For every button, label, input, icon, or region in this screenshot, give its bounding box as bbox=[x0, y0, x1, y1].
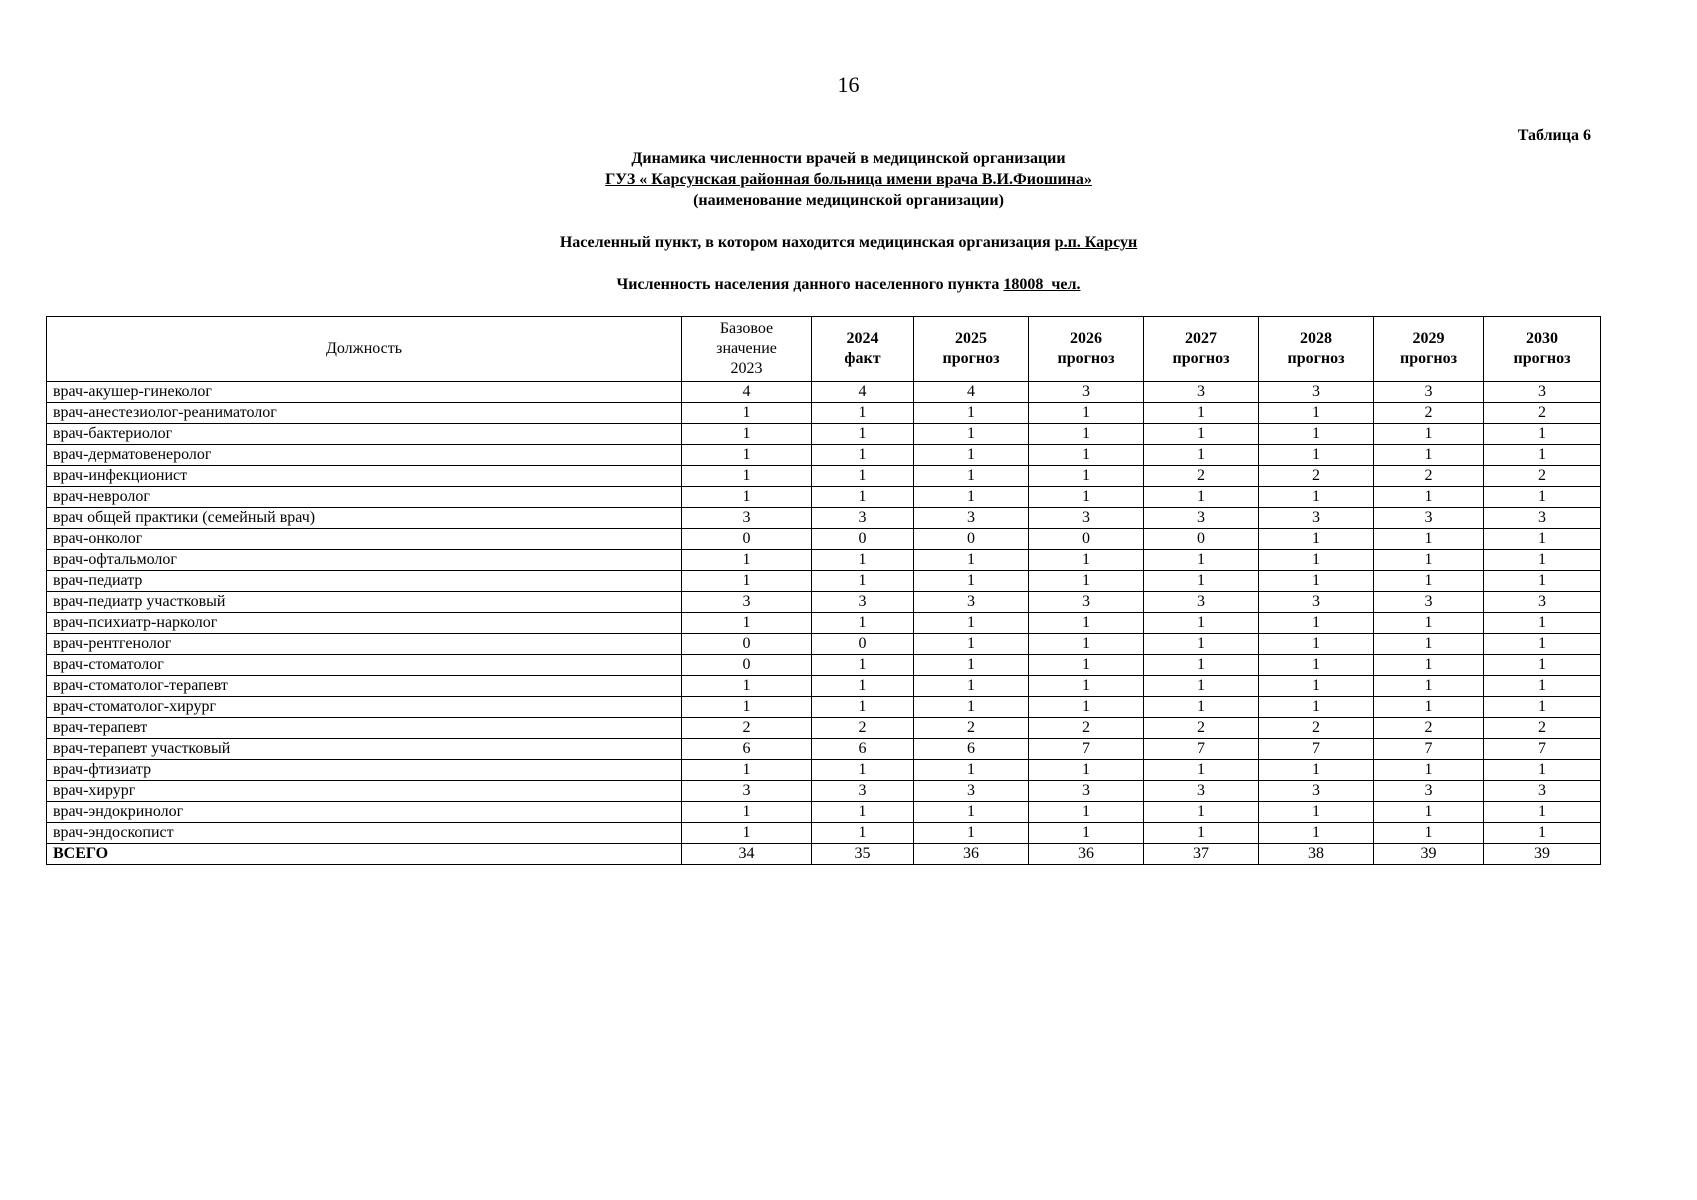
value-cell: 2 bbox=[1374, 403, 1484, 424]
population-line bbox=[0, 276, 1697, 294]
value-cell: 2 bbox=[1259, 466, 1374, 487]
header-year-2 bbox=[812, 317, 914, 382]
table-row bbox=[47, 382, 1601, 403]
value-cell: 1 bbox=[1029, 403, 1144, 424]
value-cell: 1 bbox=[1484, 613, 1601, 634]
value-cell: 1 bbox=[914, 760, 1029, 781]
header-text: Должность bbox=[325, 340, 403, 357]
value-cell: 1 bbox=[682, 802, 812, 823]
value-cell: 1 bbox=[812, 403, 914, 424]
value-cell: 1 bbox=[812, 697, 914, 718]
table-row bbox=[47, 424, 1601, 445]
value-cell: 1 bbox=[1259, 634, 1374, 655]
table-row bbox=[47, 781, 1601, 802]
value-cell: 4 bbox=[682, 382, 812, 403]
position-name: врач-фтизиатр bbox=[47, 760, 682, 781]
value-cell: 2 bbox=[1144, 466, 1259, 487]
value-cell: 1 bbox=[914, 550, 1029, 571]
value-cell: 38 bbox=[1259, 844, 1374, 865]
value-cell: 1 bbox=[1374, 529, 1484, 550]
value-cell: 1 bbox=[1374, 487, 1484, 508]
value-cell: 37 bbox=[1144, 844, 1259, 865]
value-cell: 4 bbox=[812, 382, 914, 403]
value-cell: 1 bbox=[682, 571, 812, 592]
value-cell: 3 bbox=[1259, 592, 1374, 613]
position-name: врач-бактериолог bbox=[47, 424, 682, 445]
header-text: 2029 bbox=[1412, 330, 1445, 347]
header-year-6 bbox=[1259, 317, 1374, 382]
value-cell: 2 bbox=[1144, 718, 1259, 739]
value-cell: 7 bbox=[1484, 739, 1601, 760]
table-row bbox=[47, 802, 1601, 823]
value-cell: 1 bbox=[1029, 802, 1144, 823]
position-name: врач-эндокринолог bbox=[47, 802, 682, 823]
header-text: 2026 bbox=[1070, 330, 1102, 347]
value-cell: 6 bbox=[914, 739, 1029, 760]
value-cell: 1 bbox=[682, 760, 812, 781]
header-text: значение bbox=[716, 340, 777, 357]
value-cell: 1 bbox=[812, 655, 914, 676]
value-cell: 1 bbox=[682, 697, 812, 718]
value-cell: 1 bbox=[812, 571, 914, 592]
table-row bbox=[47, 571, 1601, 592]
value-cell: 1 bbox=[914, 655, 1029, 676]
value-cell: 1 bbox=[1144, 655, 1259, 676]
value-cell: 3 bbox=[1484, 592, 1601, 613]
header-text: 2024 bbox=[846, 330, 879, 347]
table-row bbox=[47, 529, 1601, 550]
value-cell: 1 bbox=[812, 424, 914, 445]
value-cell: 1 bbox=[682, 823, 812, 844]
header-row bbox=[47, 317, 1601, 382]
table-label: Таблица 6 bbox=[1517, 127, 1591, 144]
value-cell: 2 bbox=[1484, 403, 1601, 424]
value-cell: 0 bbox=[812, 634, 914, 655]
header-year-8 bbox=[1484, 317, 1601, 382]
value-cell: 1 bbox=[1259, 529, 1374, 550]
value-cell: 39 bbox=[1374, 844, 1484, 865]
value-cell: 1 bbox=[1484, 802, 1601, 823]
value-cell: 1 bbox=[682, 403, 812, 424]
position-name: врач-хирург bbox=[47, 781, 682, 802]
value-cell: 1 bbox=[1374, 697, 1484, 718]
value-cell: 7 bbox=[1374, 739, 1484, 760]
value-cell: 1 bbox=[682, 424, 812, 445]
value-cell: 1 bbox=[812, 676, 914, 697]
value-cell: 1 bbox=[1484, 445, 1601, 466]
value-cell: 1 bbox=[1029, 655, 1144, 676]
value-cell: 3 bbox=[914, 781, 1029, 802]
value-cell: 1 bbox=[1144, 676, 1259, 697]
value-cell: 1 bbox=[1029, 424, 1144, 445]
value-cell: 1 bbox=[1029, 676, 1144, 697]
value-cell: 1 bbox=[1259, 571, 1374, 592]
value-cell: 3 bbox=[1259, 508, 1374, 529]
value-cell: 0 bbox=[812, 529, 914, 550]
value-cell: 1 bbox=[1144, 634, 1259, 655]
header-text: прогноз bbox=[1172, 350, 1230, 367]
table-row bbox=[47, 823, 1601, 844]
value-cell: 1 bbox=[1029, 613, 1144, 634]
value-cell: 3 bbox=[1144, 592, 1259, 613]
position-name: врач-стоматолог bbox=[47, 655, 682, 676]
value-cell: 3 bbox=[914, 592, 1029, 613]
value-cell: 1 bbox=[1374, 613, 1484, 634]
value-cell: 3 bbox=[812, 781, 914, 802]
position-name: врач-акушер-гинеколог bbox=[47, 382, 682, 403]
position-name: врач-психиатр-нарколог bbox=[47, 613, 682, 634]
value-cell: 1 bbox=[914, 445, 1029, 466]
value-cell: 1 bbox=[1029, 760, 1144, 781]
value-cell: 1 bbox=[1259, 550, 1374, 571]
header-position bbox=[47, 317, 682, 382]
organization-name-text: ГУЗ « Карсунская районная больница имени врача В.И.Фиошина» bbox=[605, 171, 1092, 188]
value-cell: 3 bbox=[1144, 382, 1259, 403]
value-cell: 1 bbox=[1484, 676, 1601, 697]
value-cell: 3 bbox=[1259, 781, 1374, 802]
value-cell: 1 bbox=[1374, 424, 1484, 445]
header-year-7 bbox=[1374, 317, 1484, 382]
value-cell: 1 bbox=[1144, 487, 1259, 508]
value-cell: 0 bbox=[682, 529, 812, 550]
total-label: ВСЕГО bbox=[47, 844, 682, 865]
position-name: врач-анестезиолог-реаниматолог bbox=[47, 403, 682, 424]
position-name: врач-терапевт bbox=[47, 718, 682, 739]
value-cell: 1 bbox=[1144, 697, 1259, 718]
table-body bbox=[47, 382, 1601, 865]
table-row bbox=[47, 487, 1601, 508]
value-cell: 7 bbox=[1259, 739, 1374, 760]
value-cell: 1 bbox=[682, 487, 812, 508]
value-cell: 4 bbox=[914, 382, 1029, 403]
value-cell: 1 bbox=[812, 487, 914, 508]
value-cell: 1 bbox=[1484, 550, 1601, 571]
position-name: врач общей практики (семейный врач) bbox=[47, 508, 682, 529]
value-cell: 1 bbox=[914, 802, 1029, 823]
value-cell: 1 bbox=[1259, 697, 1374, 718]
organization-note: (наименование медицинской организации) bbox=[693, 192, 1004, 209]
value-cell: 0 bbox=[914, 529, 1029, 550]
value-cell: 3 bbox=[1484, 508, 1601, 529]
organization-name bbox=[0, 171, 1697, 189]
value-cell: 1 bbox=[1259, 613, 1374, 634]
value-cell: 1 bbox=[1029, 466, 1144, 487]
value-cell: 6 bbox=[682, 739, 812, 760]
total-row bbox=[47, 844, 1601, 865]
position-name: врач-офтальмолог bbox=[47, 550, 682, 571]
value-cell: 3 bbox=[1374, 382, 1484, 403]
settlement-label: Населенный пункт, в котором находится медицинская организация bbox=[559, 234, 1051, 251]
value-cell: 3 bbox=[1484, 781, 1601, 802]
value-cell: 1 bbox=[1374, 823, 1484, 844]
table-row bbox=[47, 403, 1601, 424]
header-text: прогноз bbox=[1513, 350, 1571, 367]
table-row bbox=[47, 655, 1601, 676]
value-cell: 39 bbox=[1484, 844, 1601, 865]
value-cell: 1 bbox=[1144, 760, 1259, 781]
settlement-value: р.п. Карсун bbox=[1054, 234, 1138, 251]
header-text: прогноз bbox=[1287, 350, 1345, 367]
value-cell: 0 bbox=[1029, 529, 1144, 550]
header-text: Базовое bbox=[719, 320, 774, 337]
value-cell: 1 bbox=[812, 823, 914, 844]
position-name: врач-педиатр bbox=[47, 571, 682, 592]
value-cell: 1 bbox=[1374, 634, 1484, 655]
header-text: 2025 bbox=[955, 330, 987, 347]
header-text: 2027 bbox=[1185, 330, 1217, 347]
value-cell: 3 bbox=[812, 508, 914, 529]
position-name: врач-терапевт участковый bbox=[47, 739, 682, 760]
value-cell: 1 bbox=[914, 487, 1029, 508]
value-cell: 1 bbox=[1374, 571, 1484, 592]
value-cell: 1 bbox=[1259, 403, 1374, 424]
value-cell: 1 bbox=[812, 445, 914, 466]
value-cell: 1 bbox=[1484, 697, 1601, 718]
value-cell: 1 bbox=[1259, 487, 1374, 508]
value-cell: 1 bbox=[1144, 424, 1259, 445]
value-cell: 1 bbox=[812, 760, 914, 781]
value-cell: 36 bbox=[1029, 844, 1144, 865]
value-cell: 3 bbox=[1259, 382, 1374, 403]
settlement-line bbox=[0, 234, 1697, 252]
value-cell: 3 bbox=[812, 592, 914, 613]
value-cell: 2 bbox=[812, 718, 914, 739]
table-row bbox=[47, 760, 1601, 781]
header-text: прогноз bbox=[1399, 350, 1458, 367]
value-cell: 1 bbox=[1259, 760, 1374, 781]
value-cell: 1 bbox=[1484, 760, 1601, 781]
value-cell: 2 bbox=[1029, 718, 1144, 739]
value-cell: 3 bbox=[1374, 592, 1484, 613]
value-cell: 1 bbox=[1259, 823, 1374, 844]
header-text: 2028 bbox=[1300, 330, 1332, 347]
value-cell: 1 bbox=[1144, 802, 1259, 823]
value-cell: 1 bbox=[682, 613, 812, 634]
header-year-1 bbox=[682, 317, 812, 382]
value-cell: 1 bbox=[1374, 676, 1484, 697]
value-cell: 1 bbox=[1144, 403, 1259, 424]
table-row bbox=[47, 445, 1601, 466]
value-cell: 1 bbox=[914, 823, 1029, 844]
value-cell: 1 bbox=[1029, 487, 1144, 508]
value-cell: 2 bbox=[1374, 718, 1484, 739]
value-cell: 1 bbox=[1029, 823, 1144, 844]
value-cell: 1 bbox=[1374, 802, 1484, 823]
table-title: Динамика численности врачей в медицинской организации bbox=[631, 150, 1066, 167]
value-cell: 3 bbox=[682, 508, 812, 529]
value-cell: 2 bbox=[914, 718, 1029, 739]
value-cell: 0 bbox=[1144, 529, 1259, 550]
header-text: прогноз bbox=[942, 350, 1000, 367]
value-cell: 2 bbox=[1484, 466, 1601, 487]
header-text: прогноз bbox=[1057, 350, 1115, 367]
value-cell: 3 bbox=[1029, 592, 1144, 613]
table-row bbox=[47, 676, 1601, 697]
table-row bbox=[47, 592, 1601, 613]
value-cell: 3 bbox=[1374, 508, 1484, 529]
position-name: врач-эндоскопист bbox=[47, 823, 682, 844]
value-cell: 3 bbox=[1374, 781, 1484, 802]
value-cell: 1 bbox=[682, 550, 812, 571]
value-cell: 2 bbox=[682, 718, 812, 739]
value-cell: 1 bbox=[914, 403, 1029, 424]
table-row bbox=[47, 739, 1601, 760]
value-cell: 1 bbox=[1144, 445, 1259, 466]
value-cell: 1 bbox=[914, 676, 1029, 697]
value-cell: 1 bbox=[914, 634, 1029, 655]
value-cell: 1 bbox=[1484, 655, 1601, 676]
table-row bbox=[47, 697, 1601, 718]
value-cell: 1 bbox=[914, 424, 1029, 445]
value-cell: 3 bbox=[682, 592, 812, 613]
header-year-5 bbox=[1144, 317, 1259, 382]
position-name: врач-инфекционист bbox=[47, 466, 682, 487]
position-name: врач-стоматолог-терапевт bbox=[47, 676, 682, 697]
value-cell: 1 bbox=[1484, 424, 1601, 445]
value-cell: 1 bbox=[812, 802, 914, 823]
value-cell: 7 bbox=[1144, 739, 1259, 760]
value-cell: 1 bbox=[812, 613, 914, 634]
header-text: 2030 bbox=[1526, 330, 1558, 347]
value-cell: 1 bbox=[1484, 823, 1601, 844]
position-name: врач-невролог bbox=[47, 487, 682, 508]
value-cell: 0 bbox=[682, 655, 812, 676]
value-cell: 1 bbox=[1144, 823, 1259, 844]
value-cell: 3 bbox=[1029, 508, 1144, 529]
value-cell: 1 bbox=[1484, 529, 1601, 550]
value-cell: 1 bbox=[914, 571, 1029, 592]
value-cell: 1 bbox=[914, 697, 1029, 718]
header-text: факт bbox=[844, 350, 881, 367]
value-cell: 3 bbox=[682, 781, 812, 802]
value-cell: 1 bbox=[1259, 655, 1374, 676]
value-cell: 1 bbox=[682, 676, 812, 697]
value-cell: 6 bbox=[812, 739, 914, 760]
table-row bbox=[47, 508, 1601, 529]
table-row bbox=[47, 613, 1601, 634]
table-row bbox=[47, 466, 1601, 487]
position-name: врач-рентгенолог bbox=[47, 634, 682, 655]
value-cell: 1 bbox=[1484, 571, 1601, 592]
value-cell: 1 bbox=[1374, 760, 1484, 781]
value-cell: 1 bbox=[1484, 634, 1601, 655]
value-cell: 1 bbox=[1029, 571, 1144, 592]
header-text: 2023 bbox=[730, 360, 763, 377]
value-cell: 0 bbox=[682, 634, 812, 655]
page-number: 16 bbox=[837, 72, 860, 97]
value-cell: 3 bbox=[1484, 382, 1601, 403]
position-name: врач-дерматовенеролог bbox=[47, 445, 682, 466]
value-cell: 1 bbox=[1029, 550, 1144, 571]
value-cell: 1 bbox=[1484, 487, 1601, 508]
value-cell: 1 bbox=[1374, 445, 1484, 466]
value-cell: 1 bbox=[1029, 697, 1144, 718]
staff-table bbox=[46, 316, 1601, 865]
value-cell: 1 bbox=[1144, 550, 1259, 571]
header-year-4 bbox=[1029, 317, 1144, 382]
value-cell: 1 bbox=[1374, 550, 1484, 571]
value-cell: 3 bbox=[1144, 508, 1259, 529]
value-cell: 7 bbox=[1029, 739, 1144, 760]
value-cell: 1 bbox=[1259, 424, 1374, 445]
table-row bbox=[47, 550, 1601, 571]
value-cell: 3 bbox=[1029, 781, 1144, 802]
value-cell: 36 bbox=[914, 844, 1029, 865]
value-cell: 1 bbox=[1259, 802, 1374, 823]
table-row bbox=[47, 634, 1601, 655]
value-cell: 1 bbox=[914, 613, 1029, 634]
value-cell: 1 bbox=[682, 445, 812, 466]
value-cell: 1 bbox=[1029, 445, 1144, 466]
value-cell: 1 bbox=[1259, 445, 1374, 466]
position-name: врач-онколог bbox=[47, 529, 682, 550]
value-cell: 35 bbox=[812, 844, 914, 865]
position-name: врач-стоматолог-хирург bbox=[47, 697, 682, 718]
value-cell: 1 bbox=[812, 466, 914, 487]
population-value: 18008 чел. bbox=[1003, 276, 1081, 293]
value-cell: 3 bbox=[1144, 781, 1259, 802]
value-cell: 1 bbox=[1144, 613, 1259, 634]
value-cell: 1 bbox=[1029, 634, 1144, 655]
value-cell: 2 bbox=[1259, 718, 1374, 739]
value-cell: 1 bbox=[682, 466, 812, 487]
value-cell: 3 bbox=[1029, 382, 1144, 403]
position-name: врач-педиатр участковый bbox=[47, 592, 682, 613]
value-cell: 2 bbox=[1374, 466, 1484, 487]
value-cell: 1 bbox=[812, 550, 914, 571]
table-row bbox=[47, 718, 1601, 739]
value-cell: 3 bbox=[914, 508, 1029, 529]
value-cell: 1 bbox=[1259, 676, 1374, 697]
header-year-3 bbox=[914, 317, 1029, 382]
value-cell: 1 bbox=[914, 466, 1029, 487]
population-label: Численность населения данного населенного пункта bbox=[616, 276, 1000, 293]
value-cell: 1 bbox=[1374, 655, 1484, 676]
value-cell: 2 bbox=[1484, 718, 1601, 739]
value-cell: 1 bbox=[1144, 571, 1259, 592]
value-cell: 34 bbox=[682, 844, 812, 865]
